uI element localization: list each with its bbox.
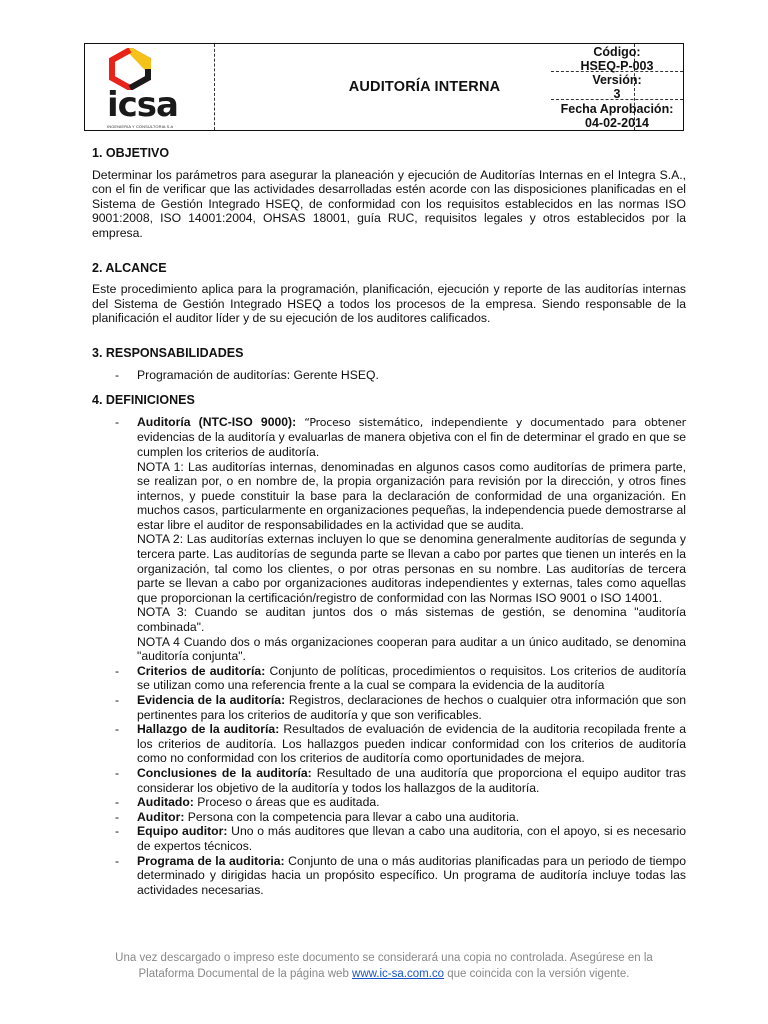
website-link[interactable]: www.ic-sa.com.co	[352, 968, 445, 980]
icsa-logo-icon	[105, 48, 155, 90]
logo-cell	[85, 44, 215, 130]
section-heading-responsabilidades: 3. RESPONSABILIDADES	[92, 345, 244, 360]
definition-programa: - Programa de la auditoria: Conjunto de una o más auditorias planificadas para un periodo de tiempo determinado y dirigidas hacia un propósito específico. Un programa de auditoría incluye todas las actividades necesarias.	[115, 853, 686, 897]
logo-subtitle: INGENIERIA Y CONSULTORIA S.A	[107, 124, 174, 129]
nota-2: NOTA 2: Las auditorías externas incluyen lo que se denomina generalmente auditorías de segunda y tercera parte. Las auditorías de segunda parte se llevan a cabo por partes que tienen un interés en la organización, tal como los clientes, o por otras personas en su nombre. Las auditorías de tercera parte se llevan a cabo por organizaciones auditoras independientes y externas, tales como aquellas que proporcionan la certificación/registro de conformidad con las Normas ISO 9001 o ISO 14001.	[137, 532, 686, 605]
definition-evidencia: - Evidencia de la auditoría: Registros, declaraciones de hechos o cualquier otra información que son pertinentes para los criterios de auditoría y que son verificables.	[115, 693, 686, 722]
footer-line-1: Una vez descargado o impreso este documento se considerará una copia no controlada. Asegúrese en la	[115, 952, 653, 964]
alcance-text: Este procedimiento aplica para la programación, planificación, ejecución y reporte de las auditorías internas del Sistema de Gestión Integrado HSEQ a todos los procesos de la empresa. Siendo responsable de la planificación el auditor líder y de su ejecución de los auditores calificados.	[92, 282, 686, 326]
fecha-row	[551, 100, 683, 130]
section-heading-objetivo: 1. OBJETIVO	[92, 146, 170, 160]
codigo-value: HSEQ-P-003	[580, 59, 654, 73]
nota-3: NOTA 3: Cuando se auditan juntos dos o más sistemas de gestión, se denomina "auditoría combinada".	[137, 605, 686, 635]
definition-quote: “Proceso sistemático, independiente y documentado para obtener	[296, 415, 686, 429]
definition-auditoria: - Auditoría (NTC-ISO 9000): “Proceso sistemático, independiente y documentado para obtener evidencias de la auditoría y evaluarlas de manera objetiva con el fin de determinar el grado en que se cumplen los criterios de auditoría. NOTA 1: Las auditorías internas, denominadas en algunos casos como auditorías de primera parte, se realizan por, o en nombre de, la propia organización para revisión por la dirección, y otros fines internos, y puede constituir la base para la declaración de conformidad de una organización. En muchos casos, particularmente en organizaciones pequeñas, la independencia puede demostrarse al estar libre el auditor de responsabilidades en la actividad que se audita. NOTA 2: Las auditorías externas incluyen lo que se denomina generalmente auditorías de segunda y tercera parte. Las auditorías de segunda parte se llevan a cabo por partes que tienen un interés en la organización, tal como los clientes, o por otras personas en su nombre. Las auditorías de tercera parte se llevan a cabo por organizaciones auditoras independientes y externas, tales como aquellas que proporcionan la certificación/registro de conformidad con las Normas ISO 9001 o ISO 14001. NOTA 3: Cuando se auditan juntos dos o más sistemas de gestión, se denomina "auditoría combinada". NOTA 4 Cuando dos o más organizaciones cooperan para auditar a un único auditado, se denomina "auditoría conjunta".	[115, 414, 686, 664]
definiciones-list	[92, 415, 686, 898]
section-heading-definiciones: 4. DEFINICIONES	[92, 393, 195, 408]
version-row	[551, 72, 683, 100]
section-heading-alcance: 2. ALCANCE	[92, 260, 167, 275]
document-header-table	[84, 43, 684, 131]
document-footer	[0, 950, 768, 982]
objetivo-text: Determinar los parámetros para asegurar la planeación y ejecución de Auditorías Internas en el Integra S.A., con el fin de verificar que las actividades desarrolladas estén acorde con las disposiciones planificadas en el Sistema de Gestión Integrado HSEQ, de conformidad con los requisitos establecidos en las normas ISO 9001:2008, ISO 14001:2004, OHSAS 18001, guía RUC, requisitos legales y otros establecidos por la empresa.	[92, 167, 686, 240]
definition-text: evidencias de la auditoría y evaluarlas de manera objetiva con el fin de determinar el grado en que se cumplen los criterios de auditoría.	[137, 430, 686, 459]
meta-cell	[551, 44, 683, 130]
fecha-value: 04-02-2014	[585, 116, 649, 130]
codigo-row	[551, 44, 683, 72]
document-body	[92, 146, 686, 897]
fecha-label: Fecha Aprobación:	[560, 102, 674, 116]
nota-4: NOTA 4 Cuando dos o más organizaciones cooperan para auditar a un único auditado, se denomina "auditoría conjunta".	[137, 634, 686, 664]
definition-conclusiones: - Conclusiones de la auditoría: Resultado de una auditoría que proporciona el equipo auditor tras considerar los objetivo de la auditoría y todos los hallazgos de la auditoría.	[115, 765, 686, 795]
version-value: 3	[613, 87, 621, 101]
logo-wordmark: icsa	[107, 85, 178, 125]
document-title: AUDITORÍA INTERNA	[348, 79, 501, 95]
list-item: - Programación de auditorías: Gerente HSEQ.	[115, 367, 379, 382]
codigo-label: Código:	[593, 45, 641, 59]
definition-criterios: - Criterios de auditoría: Conjunto de políticas, procedimientos o requisitos. Los criterios de auditoría se utilizan como una referencia frente a la cual se compara la evidencia de la auditoría	[115, 663, 686, 693]
footer-line-2: Plataforma Documental de la página web www.ic-sa.com.co que coincida con la versión vigente.	[138, 968, 630, 980]
definition-auditor: - Auditor: Persona con la competencia para llevar a cabo una auditoria.	[115, 809, 520, 824]
definition-term: Auditoría (NTC-ISO 9000):	[137, 414, 297, 429]
responsabilidades-list	[92, 368, 686, 383]
version-label: Versión:	[592, 73, 642, 87]
definition-equipo-auditor: - Equipo auditor: Uno o más auditores que llevan a cabo una auditoria, con el apoyo, si es necesario de expertos técnicos.	[115, 824, 686, 853]
definition-hallazgo: - Hallazgo de la auditoría: Resultados de evaluación de evidencia de la auditoria recopilada frente a los criterios de auditoría. Los hallazgos pueden indicar conformidad con los criterios de auditoría como no conformidad con los criterios de auditoría como oportunidades de mejora.	[115, 722, 686, 766]
nota-1: NOTA 1: Las auditorías internas, denominadas en algunos casos como auditorías de primera parte, se realizan por, o en nombre de, la propia organización para revisión por la dirección, y otros fines internos, y puede constituir la base para la declaración de conformidad de una organización. En muchos casos, particularmente en organizaciones pequeñas, la independencia puede demostrarse al estar libre el auditor de responsabilidades en la actividad que se audita.	[137, 459, 686, 532]
definition-auditado: - Auditado: Proceso o áreas que es auditada.	[115, 795, 380, 810]
